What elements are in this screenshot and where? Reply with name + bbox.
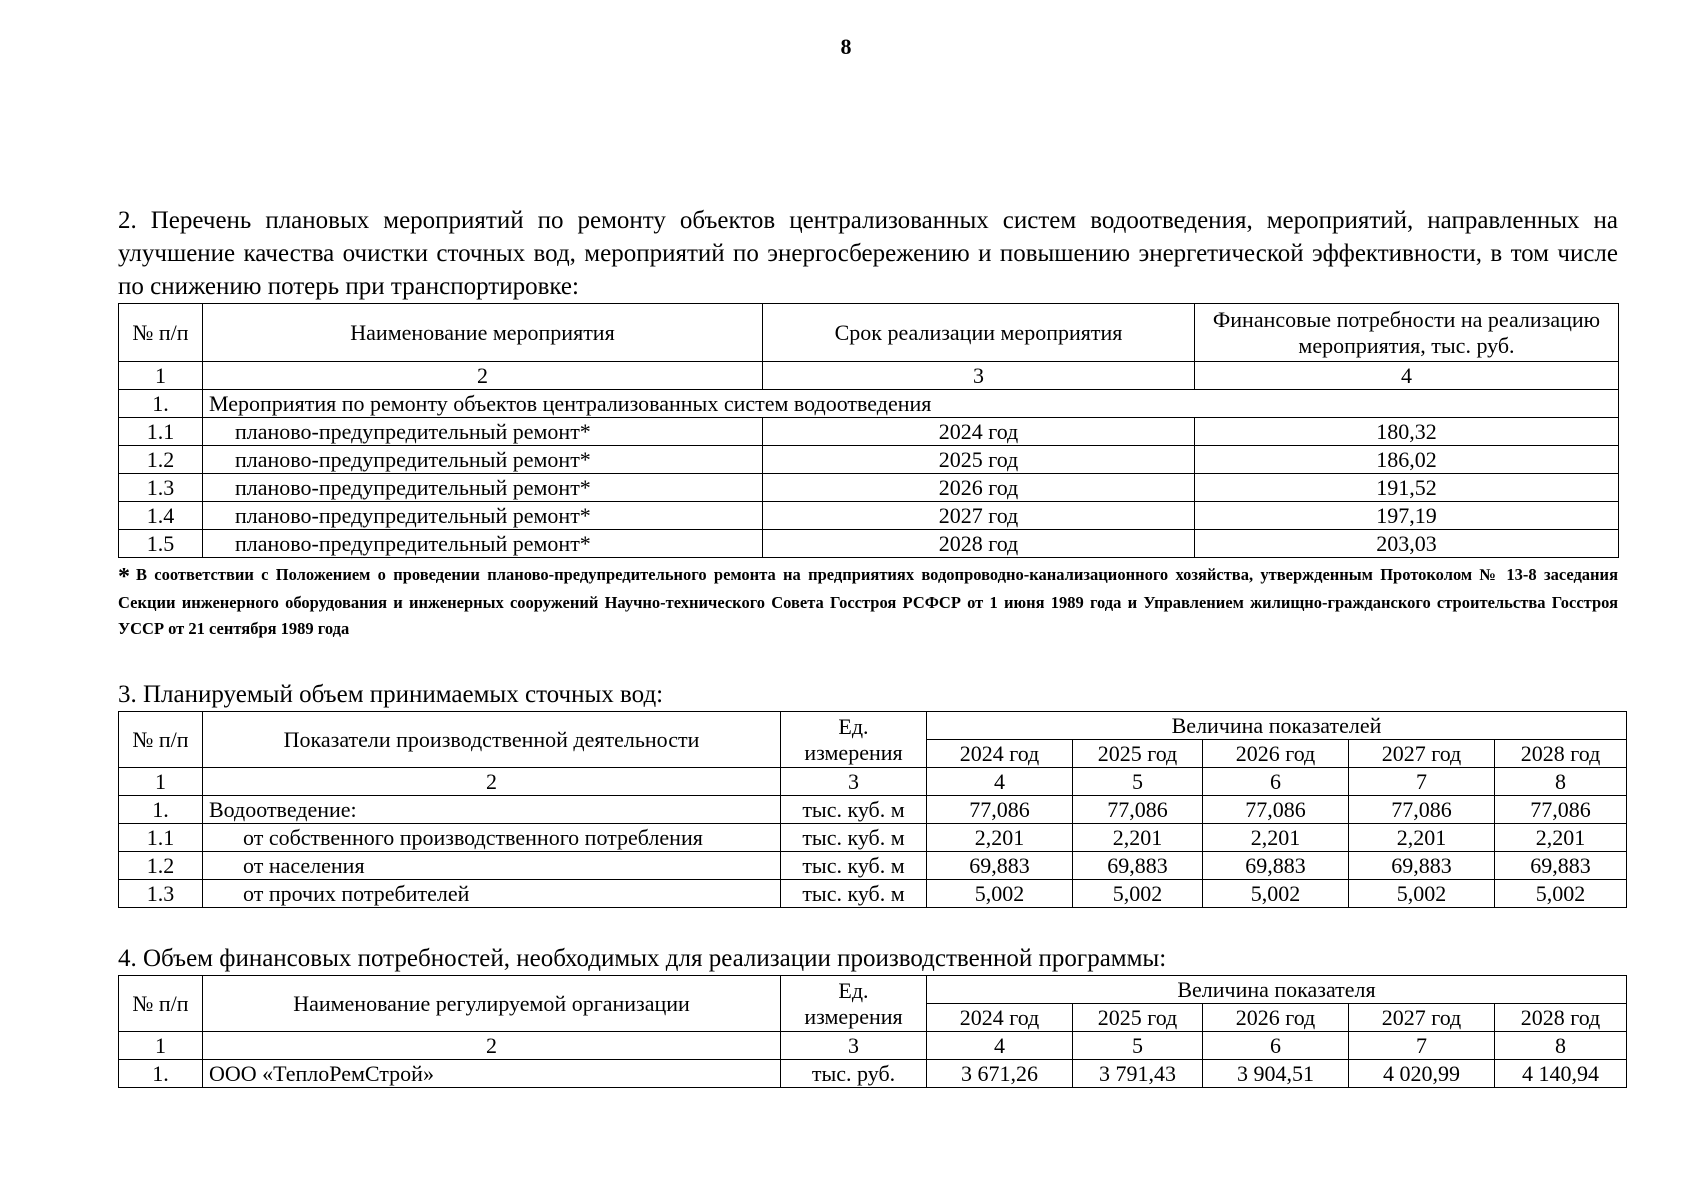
row-value: 77,086	[927, 796, 1073, 824]
header-year: 2026 год	[1203, 1004, 1349, 1032]
row-num: 1.	[119, 796, 203, 824]
row-value: 5,002	[1073, 880, 1203, 908]
row-value: 77,086	[1349, 796, 1495, 824]
header-unit: Ед. измерения	[781, 712, 927, 768]
header-num: № п/п	[119, 712, 203, 768]
col-number: 1	[119, 362, 203, 390]
row-name: Водоотведение:	[203, 796, 781, 824]
row-value: 5,002	[1495, 880, 1627, 908]
row-value: 2,201	[1495, 824, 1627, 852]
row-value: 5,002	[1349, 880, 1495, 908]
col-number: 2	[203, 362, 763, 390]
header-organization: Наименование регулируемой организации	[203, 976, 781, 1032]
table-row	[119, 474, 1619, 502]
row-value: 2,201	[1203, 824, 1349, 852]
row-value: 69,883	[1203, 852, 1349, 880]
row-organization: ООО «ТеплоРемСтрой»	[203, 1060, 781, 1088]
repair-measures-table	[118, 303, 1619, 558]
col-number: 3	[781, 768, 927, 796]
row-value: 69,883	[1495, 852, 1627, 880]
col-number: 7	[1349, 1032, 1495, 1060]
col-number: 5	[1073, 768, 1203, 796]
row-num: 1.2	[119, 446, 203, 474]
header-year: 2026 год	[1203, 740, 1349, 768]
wastewater-volume-table	[118, 711, 1627, 908]
col-number: 2	[203, 1032, 781, 1060]
row-term: 2028 год	[763, 530, 1195, 558]
column-numbers-row	[119, 1032, 1627, 1060]
row-name: планово-предупредительный ремонт*	[203, 502, 763, 530]
table-row	[119, 446, 1619, 474]
header-values-group: Величина показателей	[927, 712, 1627, 740]
row-value: 69,883	[1349, 852, 1495, 880]
col-number: 4	[927, 768, 1073, 796]
row-name: от населения	[203, 852, 781, 880]
section-2-heading: 2. Перечень плановых мероприятий по ремонту объектов централизованных систем водоотведения, мероприятий, направленных на улучшение качества очистки сточных вод, мероприятий по энергосбережению и повышению энергетической эффективности, в том числе по снижению потерь при транспортировке:	[118, 207, 1618, 300]
row-term: 2026 год	[763, 474, 1195, 502]
row-value: 3 791,43	[1073, 1060, 1203, 1088]
header-year: 2027 год	[1349, 1004, 1495, 1032]
row-num: 1.	[119, 1060, 203, 1088]
row-name: от собственного производственного потребления	[203, 824, 781, 852]
row-value: 3 904,51	[1203, 1060, 1349, 1088]
col-number: 4	[1195, 362, 1619, 390]
column-numbers-row	[119, 768, 1627, 796]
col-number: 3	[781, 1032, 927, 1060]
row-amount: 203,03	[1195, 530, 1619, 558]
row-num: 1.1	[119, 418, 203, 446]
row-num: 1.2	[119, 852, 203, 880]
row-value: 3 671,26	[927, 1060, 1073, 1088]
row-value: 2,201	[1073, 824, 1203, 852]
header-year: 2028 год	[1495, 1004, 1627, 1032]
col-number: 2	[203, 768, 781, 796]
header-num: № п/п	[119, 976, 203, 1032]
table-row	[119, 852, 1627, 880]
row-amount: 197,19	[1195, 502, 1619, 530]
group-row	[119, 390, 1619, 418]
page-number: 8	[840, 34, 852, 59]
header-year: 2024 год	[927, 1004, 1073, 1032]
section-3	[118, 678, 1618, 908]
header-financial-needs: Финансовые потребности на реализацию мероприятия, тыс. руб.	[1195, 304, 1619, 362]
row-value: 2,201	[927, 824, 1073, 852]
header-indicator: Показатели производственной деятельности	[203, 712, 781, 768]
footnote-mark: *	[118, 564, 130, 590]
row-amount: 191,52	[1195, 474, 1619, 502]
row-value: 69,883	[1073, 852, 1203, 880]
row-unit: тыс. руб.	[781, 1060, 927, 1088]
row-value: 77,086	[1495, 796, 1627, 824]
table-row	[119, 880, 1627, 908]
row-unit: тыс. куб. м	[781, 824, 927, 852]
header-num: № п/п	[119, 304, 203, 362]
section-2	[118, 204, 1618, 642]
table-header-row	[119, 976, 1627, 1004]
row-name: планово-предупредительный ремонт*	[203, 474, 763, 502]
row-value: 5,002	[927, 880, 1073, 908]
col-number: 8	[1495, 768, 1627, 796]
footnote-text: В соответствии с Положением о проведении планово-предупредительного ремонта на предприятиях водопроводно-канализационного хозяйства, утвержденным Протоколом № 13-8 заседания Секции инженерного оборудования и инженерных сооружений Научно-технического Совета Госстроя РСФСР от 1 июня 1989 года и Управлением жилищно-гражданского строительства Госстроя УССР от 21 сентября 1989 года	[118, 565, 1618, 638]
row-num: 1.1	[119, 824, 203, 852]
row-name: планово-предупредительный ремонт*	[203, 418, 763, 446]
row-name: от прочих потребителей	[203, 880, 781, 908]
header-year: 2025 год	[1073, 1004, 1203, 1032]
row-num: 1.5	[119, 530, 203, 558]
row-value: 77,086	[1203, 796, 1349, 824]
header-measure-name: Наименование мероприятия	[203, 304, 763, 362]
row-value: 5,002	[1203, 880, 1349, 908]
header-year: 2027 год	[1349, 740, 1495, 768]
header-year: 2024 год	[927, 740, 1073, 768]
table-header-row	[119, 304, 1619, 362]
header-term: Срок реализации мероприятия	[763, 304, 1195, 362]
header-unit: Ед. измерения	[781, 976, 927, 1032]
section-4	[118, 942, 1618, 1088]
col-number: 1	[119, 768, 203, 796]
row-term: 2024 год	[763, 418, 1195, 446]
col-number: 5	[1073, 1032, 1203, 1060]
row-num: 1.4	[119, 502, 203, 530]
row-name: планово-предупредительный ремонт*	[203, 530, 763, 558]
col-number: 6	[1203, 1032, 1349, 1060]
row-value: 4 140,94	[1495, 1060, 1627, 1088]
row-unit: тыс. куб. м	[781, 880, 927, 908]
row-unit: тыс. куб. м	[781, 796, 927, 824]
col-number: 4	[927, 1032, 1073, 1060]
section-4-heading: 4. Объем финансовых потребностей, необходимых для реализации производственной программы:	[118, 945, 1167, 972]
group-num: 1.	[119, 390, 203, 418]
row-term: 2025 год	[763, 446, 1195, 474]
row-num: 1.3	[119, 880, 203, 908]
col-number: 6	[1203, 768, 1349, 796]
column-numbers-row	[119, 362, 1619, 390]
row-name: планово-предупредительный ремонт*	[203, 446, 763, 474]
row-amount: 186,02	[1195, 446, 1619, 474]
table-row	[119, 530, 1619, 558]
table-header-row	[119, 712, 1627, 740]
row-value: 4 020,99	[1349, 1060, 1495, 1088]
col-number: 3	[763, 362, 1195, 390]
col-number: 7	[1349, 768, 1495, 796]
row-value: 2,201	[1349, 824, 1495, 852]
footnote	[118, 562, 1618, 642]
table-row	[119, 824, 1627, 852]
row-value: 77,086	[1073, 796, 1203, 824]
row-num: 1.3	[119, 474, 203, 502]
header-year: 2028 год	[1495, 740, 1627, 768]
table-row	[119, 1060, 1627, 1088]
financial-needs-table	[118, 975, 1627, 1088]
header-year: 2025 год	[1073, 740, 1203, 768]
row-amount: 180,32	[1195, 418, 1619, 446]
row-unit: тыс. куб. м	[781, 852, 927, 880]
header-values-group: Величина показателя	[927, 976, 1627, 1004]
table-row	[119, 418, 1619, 446]
row-term: 2027 год	[763, 502, 1195, 530]
table-row	[119, 796, 1627, 824]
table-row	[119, 502, 1619, 530]
section-3-heading: 3. Планируемый объем принимаемых сточных вод:	[118, 681, 664, 708]
group-title: Мероприятия по ремонту объектов централизованных систем водоотведения	[203, 390, 1619, 418]
col-number: 8	[1495, 1032, 1627, 1060]
row-value: 69,883	[927, 852, 1073, 880]
col-number: 1	[119, 1032, 203, 1060]
